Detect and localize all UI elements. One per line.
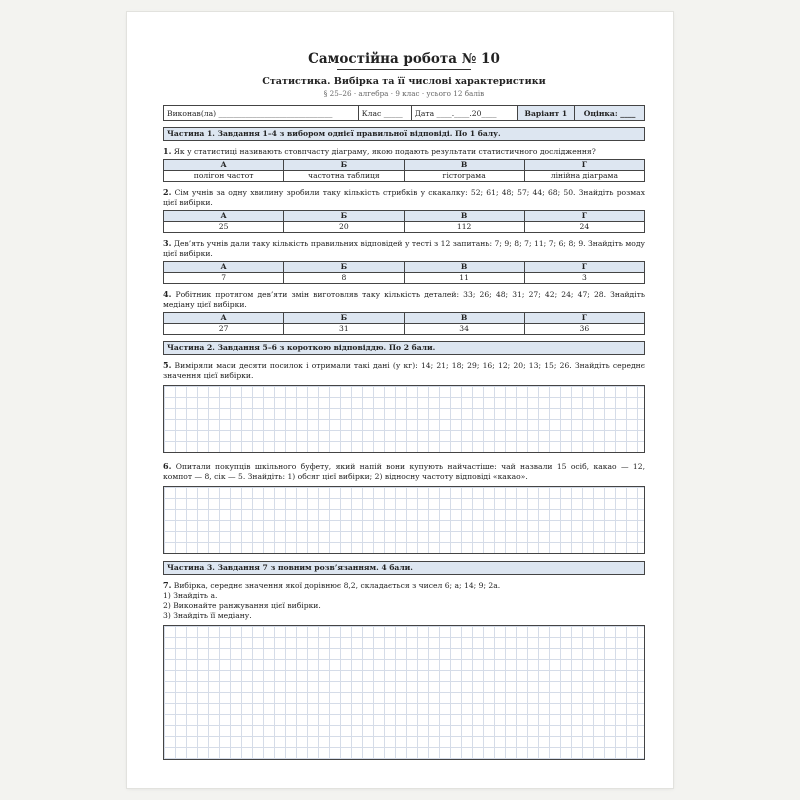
answer-grid-area[interactable] (163, 486, 645, 554)
subquestion-1: 1) Знайдіть а. (163, 591, 218, 600)
option-letter-a: А (164, 211, 284, 222)
part1-heading: Частина 1. Завдання 1–4 з вибором однієї правильної відповіді. По 1 балу. (163, 127, 645, 141)
question-number: 3. (163, 238, 172, 248)
title-underline (337, 69, 471, 70)
option-letter-d: Г (524, 313, 644, 324)
page-subtitle: Статистика. Вибірка та її числові характеристики (262, 76, 546, 87)
option-letter-c: В (404, 211, 524, 222)
answer-option[interactable]: 8 (284, 273, 404, 284)
option-letter-a: А (164, 160, 284, 171)
subquestion-3: 3) Знайдіть її медіану. (163, 611, 252, 620)
question-text: Опитали покупців шкільного буфету, який напій вони купують найчастіше: чай назвали 15 осіб, какао — 12, компот — 8, сік — 5. Знайдіть: 1) обсяг цієї вибірки; 2) відносну частоту відповіді «какао». (163, 462, 645, 481)
worksheet-content (163, 50, 645, 760)
answer-option[interactable]: 36 (524, 324, 644, 335)
question-text: Як у статистиці називають стовпчасту діаграму, якою подають результати статистичного дослідження? (173, 147, 596, 156)
answer-option[interactable]: 3 (524, 273, 644, 284)
question-text: Робітник протягом дев’яти змін виготовляв таку кількість деталей: 33; 26; 48; 31; 27; 42; 24; 47; 28. Знайдіть медіану цієї вибірки. (163, 290, 645, 309)
answer-option[interactable]: 34 (404, 324, 524, 335)
question-text: Дев’ять учнів дали таку кількість правильних відповідей у тесті з 12 запитань: 7; 9; 8; 7; 11; 7; 6; 8; 9. Знайдіть моду цієї вибірки. (163, 239, 645, 258)
question-text: Вибірка, середнє значення якої дорівнює 8,2, складається з чисел 6; а; 14; 9; 2а. (173, 581, 501, 590)
grade-field: Оцінка: ____ (575, 106, 645, 121)
student-info-table (163, 105, 645, 121)
question-number: 6. (163, 461, 172, 471)
question-2 (163, 187, 645, 233)
part3-heading: Частина 3. Завдання 7 з повним розв’язанням. 4 бали. (163, 561, 645, 575)
worksheet-page (127, 12, 673, 788)
variant-label: Варіант 1 (517, 106, 575, 121)
option-letter-b: Б (284, 160, 404, 171)
answer-option[interactable]: частотна таблиця (284, 171, 404, 182)
answer-options-table (163, 210, 645, 233)
question-number: 4. (163, 289, 172, 299)
answer-options-table (163, 159, 645, 182)
question-number: 1. (163, 146, 172, 156)
page-title: Самостійна робота № 10 (308, 51, 500, 67)
answer-grid-area[interactable] (163, 625, 645, 760)
option-letter-c: В (404, 262, 524, 273)
question-4 (163, 289, 645, 335)
answer-option[interactable]: 25 (164, 222, 284, 233)
option-letter-a: А (164, 262, 284, 273)
answer-options-table (163, 261, 645, 284)
answer-grid-area[interactable] (163, 385, 645, 453)
option-letter-b: Б (284, 211, 404, 222)
answer-options-table (163, 312, 645, 335)
option-letter-b: Б (284, 313, 404, 324)
answer-option[interactable]: 11 (404, 273, 524, 284)
question-number: 7. (163, 580, 172, 590)
subquestion-2: 2) Виконайте ранжування цієї вибірки. (163, 601, 321, 610)
answer-option[interactable]: 27 (164, 324, 284, 335)
option-letter-c: В (404, 160, 524, 171)
answer-option[interactable]: лінійна діаграма (524, 171, 644, 182)
question-3 (163, 238, 645, 284)
question-number: 2. (163, 187, 172, 197)
answer-option[interactable]: 20 (284, 222, 404, 233)
answer-option[interactable]: 7 (164, 273, 284, 284)
answer-option[interactable]: 112 (404, 222, 524, 233)
question-5 (163, 360, 645, 453)
question-number: 5. (163, 360, 172, 370)
answer-option[interactable]: гістограма (404, 171, 524, 182)
class-field[interactable]: Клас _____ (358, 106, 411, 121)
question-1 (163, 146, 645, 182)
question-text: Сім учнів за одну хвилину зробили таку кількість стрибків у скакалку: 52; 61; 48; 57; 44; 68; 50. Знайдіть розмах цієї вибірки. (163, 188, 645, 207)
option-letter-a: А (164, 313, 284, 324)
page-meta: § 25–26 · алгебра · 9 клас · усього 12 балів (323, 89, 485, 98)
student-name-field[interactable]: Виконав(ла) ______________________________ (164, 106, 359, 121)
option-letter-b: Б (284, 262, 404, 273)
answer-option[interactable]: 24 (524, 222, 644, 233)
question-7 (163, 580, 645, 760)
question-6 (163, 461, 645, 554)
answer-option[interactable]: 31 (284, 324, 404, 335)
date-field[interactable]: Дата ____.____.20____ (411, 106, 517, 121)
answer-option[interactable]: полігон частот (164, 171, 284, 182)
option-letter-d: Г (524, 211, 644, 222)
option-letter-c: В (404, 313, 524, 324)
option-letter-d: Г (524, 262, 644, 273)
option-letter-d: Г (524, 160, 644, 171)
question-text: Виміряли маси десяти посилок і отримали такі дані (у кг): 14; 21; 18; 29; 16; 12; 20; 13; 15; 26. Знайдіть середнє значення цієї вибірки. (163, 361, 645, 380)
part2-heading: Частина 2. Завдання 5–6 з короткою відповіддю. По 2 бали. (163, 341, 645, 355)
